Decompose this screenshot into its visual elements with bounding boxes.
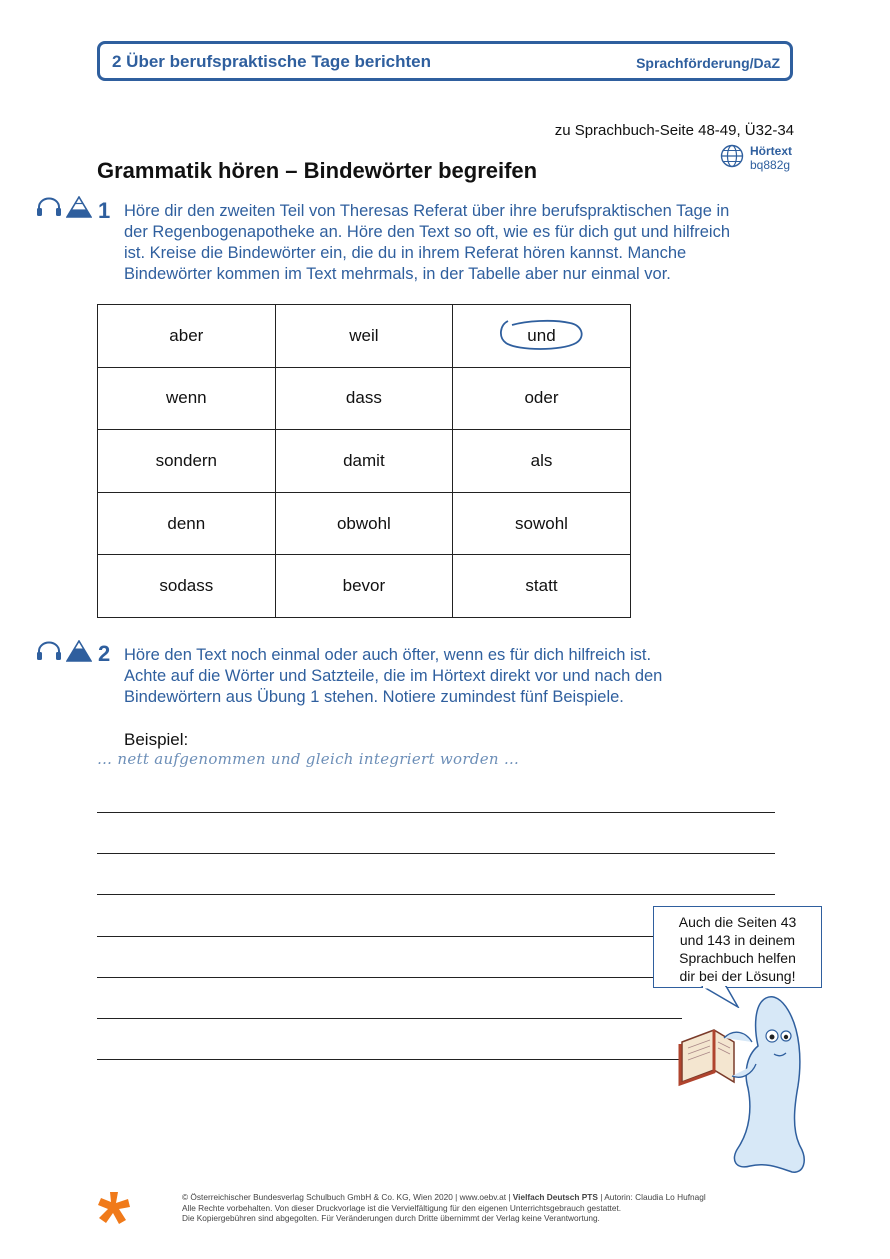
table-cell[interactable]: aber	[98, 305, 276, 368]
table-row	[98, 367, 631, 430]
hoertext-code[interactable]: bq882g	[750, 158, 791, 172]
footer-line-2: Alle Rechte vorbehalten. Von dieser Druckvorlage ist die Vervielfältigung für den eigenen Unterrichtsgebrauch gestattet.	[182, 1202, 622, 1213]
difficulty-triangle-icon	[66, 196, 92, 218]
table-cell[interactable]: wenn	[98, 367, 276, 430]
hoertext-link[interactable]: Hörtext	[750, 144, 793, 158]
table-cell[interactable]: obwohl	[275, 492, 453, 555]
writing-line[interactable]	[97, 812, 775, 813]
bubble-line: Auch die Seiten 43	[678, 914, 797, 930]
footer-line-1	[182, 1192, 706, 1203]
bubble-line: dir bei der Lösung!	[679, 968, 796, 984]
table-cell[interactable]: sowohl	[453, 492, 631, 555]
header-subtitle: Sprachförderung/DaZ	[636, 55, 780, 71]
header-title: 2 Über berufspraktische Tage berichten	[112, 52, 432, 71]
example-handwriting: … nett aufgenommen und gleich integriert worden …	[97, 750, 520, 768]
table-cell[interactable]: statt	[453, 555, 631, 618]
table-cell[interactable]: sodass	[98, 555, 276, 618]
globe-icon[interactable]	[720, 144, 744, 168]
ghost-mascot-icon	[676, 990, 816, 1175]
exercise1-line: der Regenbogenapotheke an. Höre den Text so oft, wie es für dich gut und hilfreich	[124, 223, 731, 241]
exercise1-line: Bindewörter kommen im Text mehrmals, in der Tabelle aber nur einmal vor.	[124, 265, 671, 283]
table-row	[98, 555, 631, 618]
exercise1-line: Höre dir den zweiten Teil von Theresas Referat über ihre berufspraktischen Tage in	[124, 202, 730, 220]
exercise2-line: Höre den Text noch einmal oder auch öfter, wenn es für dich hilfreich ist.	[124, 646, 652, 664]
header-box	[97, 41, 793, 81]
page-title: Grammatik hören – Bindewörter begreifen	[97, 158, 538, 183]
exercise2-line: Bindewörtern aus Übung 1 stehen. Notiere zumindest fünf Beispiele.	[124, 688, 624, 706]
writing-line[interactable]	[97, 977, 653, 978]
difficulty-triangle-icon	[66, 640, 92, 662]
bubble-line: und 143 in deinem	[679, 932, 796, 948]
conjunction-table	[97, 304, 631, 618]
publisher-logo-icon	[96, 1190, 132, 1226]
exercise2-icons	[36, 640, 92, 662]
table-cell[interactable]: weil	[275, 305, 453, 368]
exercise1-number: 1	[98, 198, 111, 223]
footer-line-3: Die Kopiergebühren sind abgegolten. Für Veränderungen durch Dritte übernimmt der Verlag keine Verantwortung.	[182, 1213, 600, 1223]
table-row	[98, 305, 631, 368]
footer-book-title: Vielfach Deutsch PTS	[512, 1192, 598, 1202]
textbook-reference: zu Sprachbuch-Seite 48-49, Ü32-34	[554, 122, 794, 139]
circled-word: und	[527, 325, 556, 345]
table-row	[98, 492, 631, 555]
bubble-line: Sprachbuch helfen	[679, 950, 796, 966]
writing-line[interactable]	[97, 1018, 682, 1019]
footer-copyright	[182, 1192, 706, 1224]
table-cell[interactable]: damit	[275, 430, 453, 493]
exercise2-number: 2	[98, 641, 111, 666]
table-cell[interactable]: bevor	[275, 555, 453, 618]
exercise1-instructions	[124, 201, 804, 285]
writing-line[interactable]	[97, 853, 775, 854]
exercise1-line: ist. Kreise die Bindewörter ein, die du in ihrem Referat hören kannst. Manche	[124, 244, 687, 262]
table-cell[interactable]: dass	[275, 367, 453, 430]
table-cell[interactable]: denn	[98, 492, 276, 555]
exercise2-line: Achte auf die Wörter und Satzteile, die im Hörtext direkt vor und nach den	[124, 667, 663, 685]
exercise1-icons	[36, 196, 92, 218]
exercise2-instructions	[124, 645, 804, 708]
writing-line[interactable]	[97, 936, 653, 937]
table-cell[interactable]: oder	[453, 367, 631, 430]
writing-line[interactable]	[97, 1059, 682, 1060]
footer-author: | Autorin: Claudia Lo Hufnagl	[597, 1192, 706, 1202]
footer-copyright-text: © Österreichischer Bundesverlag Schulbuch GmbH & Co. KG, Wien 2020 | www.oebv.at |	[182, 1192, 513, 1202]
headphones-icon	[36, 197, 62, 217]
hint-speech-bubble	[653, 906, 822, 988]
writing-line[interactable]	[97, 894, 775, 895]
table-cell-circled[interactable]	[453, 305, 631, 368]
headphones-icon	[36, 641, 62, 661]
table-row	[98, 430, 631, 493]
table-cell[interactable]: als	[453, 430, 631, 493]
example-label: Beispiel:	[124, 730, 189, 749]
table-cell[interactable]: sondern	[98, 430, 276, 493]
